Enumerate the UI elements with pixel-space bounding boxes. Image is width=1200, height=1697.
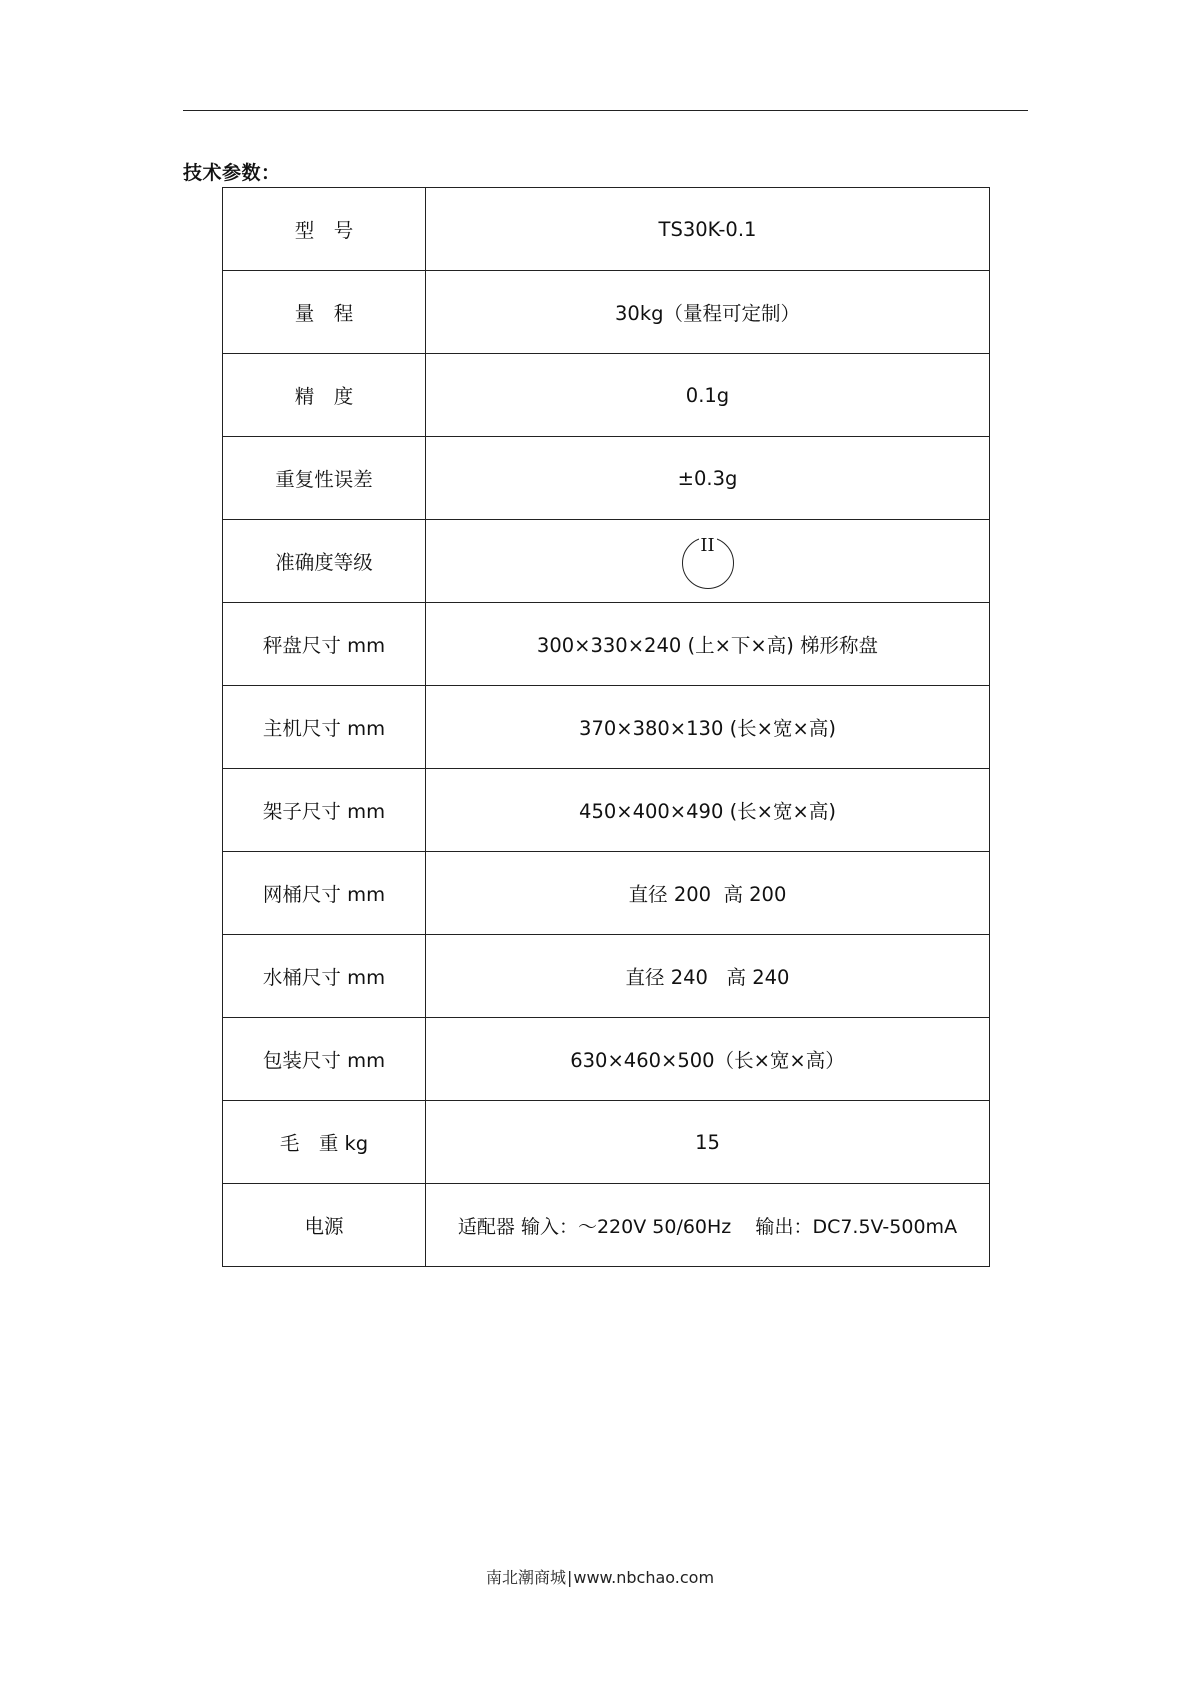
spec-label: 网桶尺寸 mm <box>223 852 426 935</box>
spec-label: 水桶尺寸 mm <box>223 935 426 1018</box>
spec-label: 秤盘尺寸 mm <box>223 603 426 686</box>
accuracy-class-mark <box>682 537 734 589</box>
spec-label: 重复性误差 <box>223 437 426 520</box>
table-row-gross-weight <box>223 1101 990 1184</box>
spec-label: 精 度 <box>223 354 426 437</box>
accuracy-class-value: II <box>700 535 715 556</box>
table-row-precision <box>223 354 990 437</box>
spec-label: 电源 <box>223 1184 426 1267</box>
spec-label: 量 程 <box>223 271 426 354</box>
section-title: 技术参数： <box>183 162 281 184</box>
spec-value: 直径 200 高 200 <box>426 852 990 935</box>
spec-label: 主机尺寸 mm <box>223 686 426 769</box>
table-row-package-size <box>223 1018 990 1101</box>
table-row-accuracy-class <box>223 520 990 603</box>
spec-value: 450×400×490 (长×宽×高) <box>426 769 990 852</box>
spec-value: 直径 240 高 240 <box>426 935 990 1018</box>
spec-value: 适配器 输入：～220V 50/60Hz 输出：DC7.5V-500mA <box>426 1184 990 1267</box>
spec-table <box>222 187 990 1267</box>
table-row-main-unit-size <box>223 686 990 769</box>
spec-label: 包装尺寸 mm <box>223 1018 426 1101</box>
table-row-frame-size <box>223 769 990 852</box>
page-footer <box>0 1565 1200 1588</box>
spec-value: 0.1g <box>426 354 990 437</box>
spec-value: 30kg（量程可定制） <box>426 271 990 354</box>
spec-value: 300×330×240 (上×下×高) 梯形称盘 <box>426 603 990 686</box>
footer-separator: | <box>566 1568 573 1587</box>
footer-site-name: 南北潮商城 <box>485 1568 566 1587</box>
spec-label: 型 号 <box>223 188 426 271</box>
table-row-mesh-bucket-size <box>223 852 990 935</box>
spec-value <box>426 520 990 603</box>
footer-url: www.nbchao.com <box>573 1568 715 1587</box>
table-row-power-supply <box>223 1184 990 1267</box>
spec-label: 架子尺寸 mm <box>223 769 426 852</box>
table-row-capacity <box>223 271 990 354</box>
table-row-model <box>223 188 990 271</box>
spec-value: 15 <box>426 1101 990 1184</box>
spec-label: 准确度等级 <box>223 520 426 603</box>
spec-value: 630×460×500（长×宽×高） <box>426 1018 990 1101</box>
spec-value: ±0.3g <box>426 437 990 520</box>
spec-label: 毛 重 kg <box>223 1101 426 1184</box>
table-row-repeatability <box>223 437 990 520</box>
table-row-pan-size <box>223 603 990 686</box>
spec-value: TS30K-0.1 <box>426 188 990 271</box>
header-rule <box>183 110 1028 111</box>
table-row-water-bucket-size <box>223 935 990 1018</box>
spec-value: 370×380×130 (长×宽×高) <box>426 686 990 769</box>
